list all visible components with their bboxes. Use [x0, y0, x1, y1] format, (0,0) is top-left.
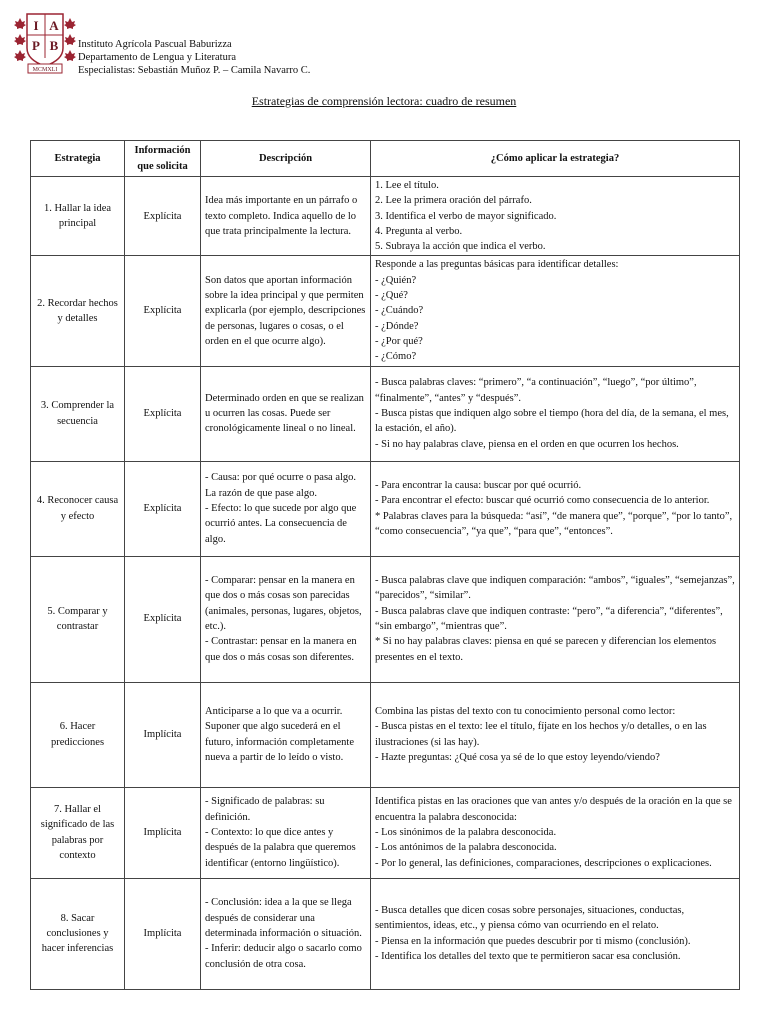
institution-info — [78, 38, 310, 77]
table-row — [31, 787, 740, 878]
strategy-name-cell: 6. Hacer predicciones — [31, 682, 125, 787]
table-row — [31, 366, 740, 461]
how-to-apply-line: - Los sinónimos de la palabra desconocida. — [375, 826, 557, 838]
strategy-name-cell: 5. Comparar y contrastar — [31, 556, 125, 682]
how-to-apply-line: 2. Lee la primera oración del párrafo. — [375, 195, 532, 207]
table-row — [31, 256, 740, 366]
strategy-name-cell: 4. Reconocer causa y efecto — [31, 461, 125, 556]
description-line: Idea más importante en un párrafo o texto completo. Indica aquello de lo que trata principalmente la lectura. — [205, 195, 358, 237]
description-line: - Causa: por qué ocurre o pasa algo. La razón de que pase algo. — [205, 472, 357, 499]
crest-year: MCMXLI — [32, 67, 58, 73]
how-to-apply-line: - Busca pistas en el texto: lee el título, fíjate en los hechos y/o detalles, o en las ilustraciones (si las hay). — [375, 721, 707, 748]
crest-letter-i: I — [33, 18, 39, 33]
how-to-apply-line: - ¿Por qué? — [375, 335, 423, 347]
how-to-apply-line: 5. Subraya la acción que indica el verbo. — [375, 241, 546, 253]
description-line: - Inferir: deducir algo o sacarlo como conclusión de otra cosa. — [205, 943, 362, 970]
how-to-apply-line: - ¿Cómo? — [375, 351, 417, 363]
table-row — [31, 878, 740, 989]
description-cell — [201, 682, 371, 787]
header-descripcion: Descripción — [201, 141, 371, 177]
specialists-line: Especialistas: Sebastián Muñoz P. – Camila Navarro C. — [78, 65, 311, 76]
strategy-name-cell: 8. Sacar conclusiones y hacer inferencias — [31, 878, 125, 989]
header-informacion: Información que solicita — [125, 141, 201, 177]
description-cell — [201, 177, 371, 256]
how-to-apply-line: - Hazte preguntas: ¿Qué cosa ya sé de lo que estoy leyendo/viendo? — [375, 751, 660, 763]
how-to-apply-cell — [371, 177, 740, 256]
description-line: - Contrastar: pensar en la manera en que dos o más cosas son diferentes. — [205, 636, 357, 663]
school-crest-logo — [10, 8, 80, 78]
how-to-apply-line: 4. Pregunta al verbo. — [375, 225, 463, 237]
description-line: - Significado de palabras: su definición. — [205, 796, 325, 823]
how-to-apply-line: * Palabras claves para la búsqueda: “así”, “de manera que”, “porque”, “por lo tanto”, “como consecuencia”, “ya que”, “para que”, “entonces”. — [375, 510, 733, 537]
how-to-apply-line: - ¿Dónde? — [375, 320, 419, 332]
description-cell — [201, 878, 371, 989]
table-row — [31, 461, 740, 556]
how-to-apply-cell — [371, 787, 740, 878]
description-line: Anticiparse a lo que va a ocurrir. Suponer que algo sucederá en el futuro, información completamente nueva a partir de lo leído o visto. — [205, 705, 354, 763]
how-to-apply-cell — [371, 682, 740, 787]
strategies-table — [30, 140, 740, 990]
information-type-cell: Explícita — [125, 256, 201, 366]
information-type-cell: Implícita — [125, 878, 201, 989]
how-to-apply-line: - Por lo general, las definiciones, comparaciones, descripciones o explicaciones. — [375, 857, 712, 869]
how-to-apply-line: - Busca palabras claves: “primero”, “a continuación”, “luego”, “por último”, “finalmente”, “antes” y “después”. — [375, 377, 697, 404]
description-cell — [201, 787, 371, 878]
crest-letter-a: A — [49, 18, 59, 33]
how-to-apply-line: - Identifica los detalles del texto que te permitieron sacar esa conclusión. — [375, 950, 681, 962]
how-to-apply-line: - Busca detalles que dicen cosas sobre personajes, situaciones, conductas, sentimientos, ideas, etc., y piensa cómo van ocurriendo en el relato. — [375, 904, 685, 932]
strategy-name-cell: 2. Recordar hechos y detalles — [31, 256, 125, 366]
header-estrategia: Estrategia — [31, 141, 125, 177]
institution-name: Instituto Agrícola Pascual Baburizza — [78, 39, 232, 50]
department-name: Departamento de Lengua y Literatura — [78, 52, 237, 63]
how-to-apply-line: Responde a las preguntas básicas para identificar detalles: — [375, 259, 619, 271]
how-to-apply-cell — [371, 461, 740, 556]
crest-letter-p: P — [32, 38, 40, 53]
how-to-apply-line: - Los antónimos de la palabra desconocida. — [375, 842, 557, 854]
how-to-apply-line: - Para encontrar el efecto: buscar qué ocurrió como consecuencia de lo anterior. — [375, 495, 710, 507]
description-line: - Contexto: lo que dice antes y después de la palabra que queremos identificar (entorno lingüístico). — [205, 826, 356, 869]
strategy-name-cell: 1. Hallar la idea principal — [31, 177, 125, 256]
document-title: Estrategias de comprensión lectora: cuadro de resumen — [251, 94, 517, 108]
how-to-apply-line: - ¿Cuándo? — [375, 305, 424, 317]
how-to-apply-line: - Busca palabras clave que indiquen contraste: “pero”, “a diferencia”, “diferentes”, “sin embargo”, “mientras que”. — [375, 605, 723, 633]
how-to-apply-line: 1. Lee el título. — [375, 180, 439, 191]
how-to-apply-cell — [371, 256, 740, 366]
table-row — [31, 177, 740, 256]
description-line: - Comparar: pensar en la manera en que dos o más cosas son parecidas (animales, personas, lugares, objetos, etc.). — [205, 575, 362, 633]
table-row — [31, 556, 740, 682]
how-to-apply-cell — [371, 366, 740, 461]
description-line: Determinado orden en que se realizan u ocurren las cosas. Puede ser cronológicamente lineal o no lineal. — [205, 392, 364, 435]
how-to-apply-line: Identifica pistas en las oraciones que van antes y/o después de la oración en la que se encuentra la palabra desconocida: — [375, 796, 732, 823]
description-line: - Conclusión: idea a la que se llega después de considerar una determinada información o situación. — [205, 897, 362, 939]
description-cell — [201, 556, 371, 682]
header-aplicar: ¿Cómo aplicar la estrategia? — [371, 141, 740, 177]
description-cell — [201, 366, 371, 461]
how-to-apply-line: - Piensa en la información que puedes descubrir por ti mismo (conclusión). — [375, 935, 691, 947]
how-to-apply-line: * Si no hay palabras claves: piensa en qué se parecen y diferencian los elementos presentes en el texto. — [375, 636, 717, 663]
description-line: - Efecto: lo que sucede por algo que ocurrió antes. La consecuencia de algo. — [205, 502, 357, 545]
information-type-cell: Explícita — [125, 177, 201, 256]
table-body — [31, 177, 740, 990]
information-type-cell: Explícita — [125, 556, 201, 682]
how-to-apply-cell — [371, 556, 740, 682]
table-header-row — [31, 141, 740, 177]
how-to-apply-line: - ¿Qué? — [375, 290, 408, 302]
how-to-apply-cell — [371, 878, 740, 989]
how-to-apply-line: - Busca palabras clave que indiquen comparación: “ambos”, “iguales”, “semejanzas”, “parecidos”, “similar”. — [375, 575, 735, 602]
how-to-apply-line: - Para encontrar la causa: buscar por qué ocurrió. — [375, 479, 582, 491]
information-type-cell: Implícita — [125, 682, 201, 787]
description-cell — [201, 461, 371, 556]
information-type-cell: Explícita — [125, 366, 201, 461]
strategy-name-cell: 7. Hallar el significado de las palabras por contexto — [31, 787, 125, 878]
how-to-apply-line: 3. Identifica el verbo de mayor significado. — [375, 210, 557, 222]
how-to-apply-line: - Busca pistas que indiquen algo sobre el tiempo (hora del día, de la semana, el mes, la estación, el año). — [375, 407, 729, 435]
information-type-cell: Implícita — [125, 787, 201, 878]
table-row — [31, 682, 740, 787]
how-to-apply-line: Combina las pistas del texto con tu conocimiento personal como lector: — [375, 705, 676, 717]
crest-letter-b: B — [49, 38, 59, 53]
how-to-apply-line: - ¿Quién? — [375, 274, 417, 286]
information-type-cell: Explícita — [125, 461, 201, 556]
how-to-apply-line: - Si no hay palabras clave, piensa en el orden en que ocurren los hechos. — [375, 438, 679, 450]
strategy-name-cell: 3. Comprender la secuencia — [31, 366, 125, 461]
description-line: Son datos que aportan información sobre la idea principal y que permiten explicarla (por ejemplo, descripciones de personas, lugares o cosas, o el orden en el que ocurre algo). — [205, 274, 366, 347]
description-cell — [201, 256, 371, 366]
